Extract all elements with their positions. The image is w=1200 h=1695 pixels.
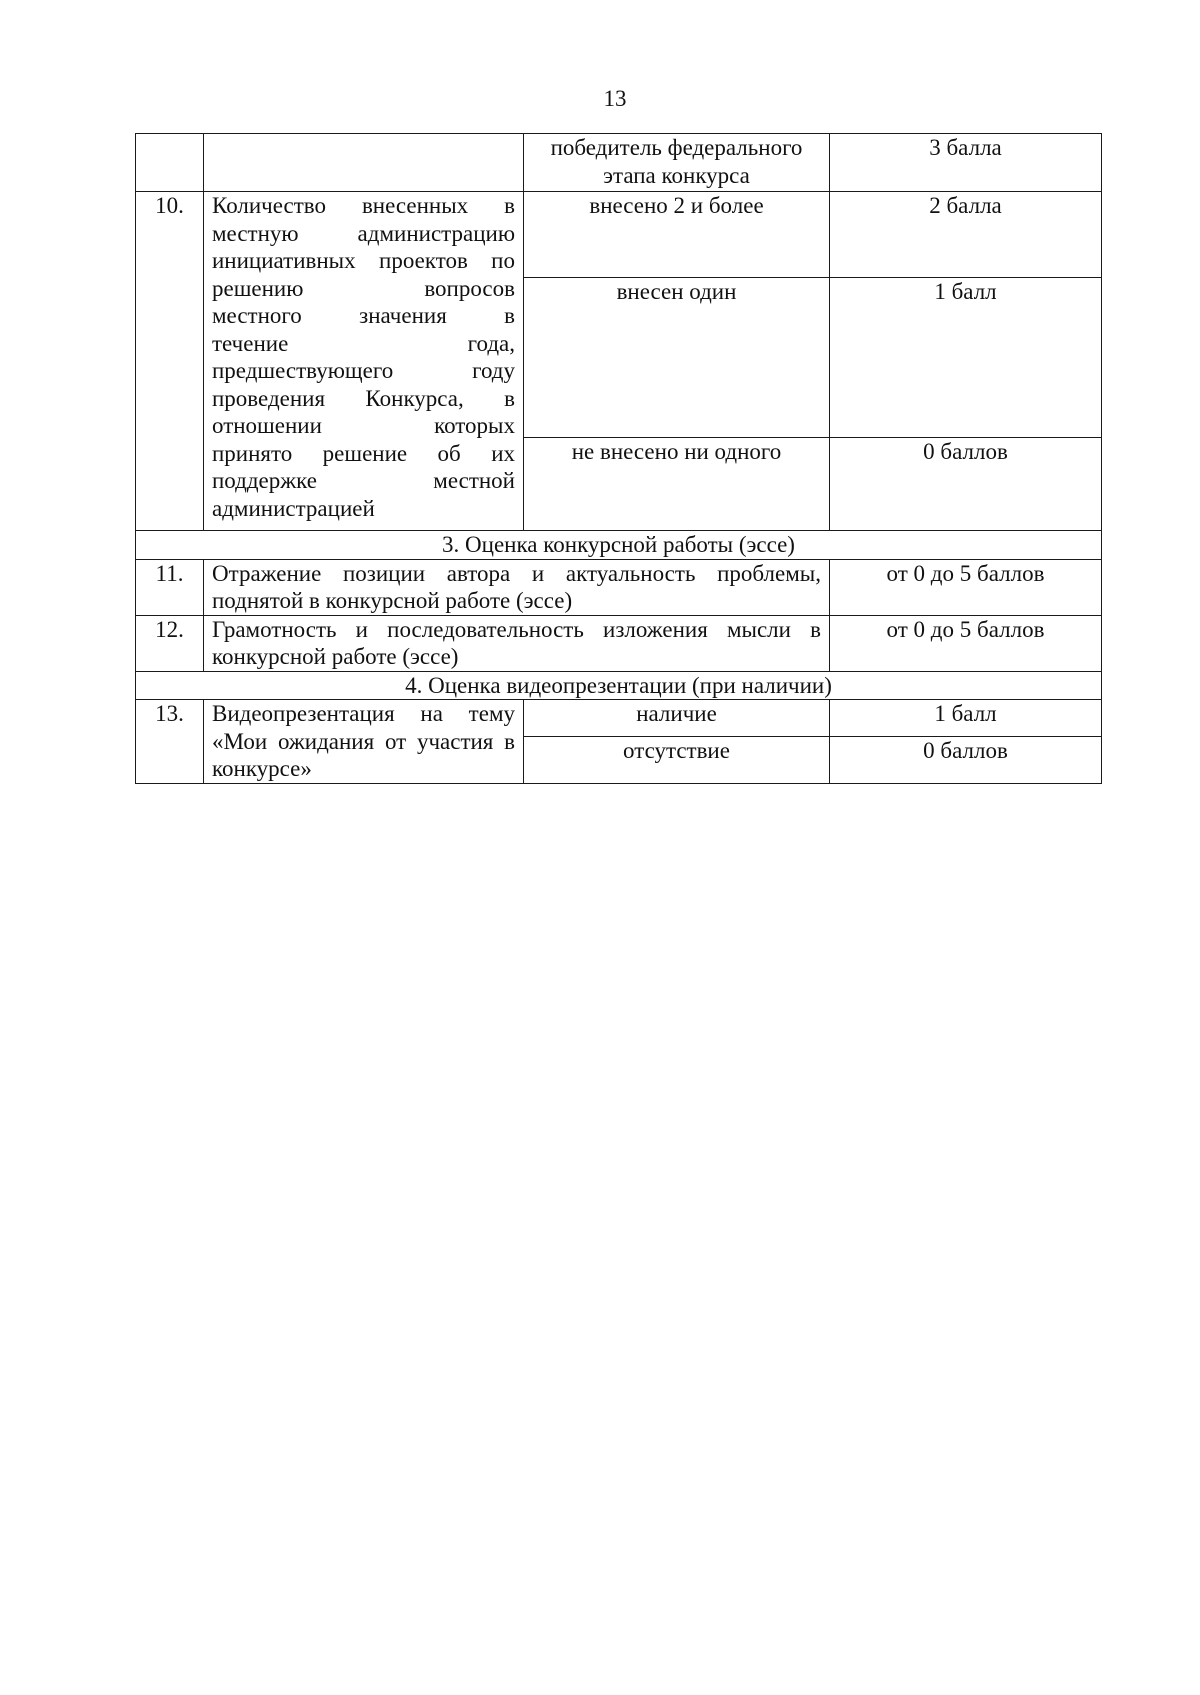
criterion-line: местного значения в bbox=[212, 303, 515, 328]
criterion-line: течение года, bbox=[212, 330, 515, 356]
table-row bbox=[136, 615, 1102, 671]
condition-cell: победитель федерального этапа конкурса bbox=[524, 134, 830, 192]
criterion-line: Количество внесенных в bbox=[212, 193, 515, 218]
num-cell: 11. bbox=[136, 559, 204, 615]
condition-cell: отсутствие bbox=[524, 736, 830, 783]
criterion-line: администрацией bbox=[212, 495, 375, 521]
criterion-cell bbox=[204, 192, 524, 531]
section-row bbox=[136, 531, 1102, 560]
criterion-line: местную администрацию bbox=[212, 220, 515, 246]
condition-cell: не внесено ни одного bbox=[524, 438, 830, 531]
num-cell bbox=[136, 134, 204, 192]
criterion-line: принято решение об их bbox=[212, 440, 515, 466]
score-cell: 2 балла bbox=[830, 192, 1102, 278]
table-row bbox=[136, 559, 1102, 615]
section-heading: 4. Оценка видеопрезентации (при наличии) bbox=[136, 671, 1102, 700]
score-cell: 0 баллов bbox=[830, 438, 1102, 531]
score-cell: от 0 до 5 баллов bbox=[830, 615, 1102, 671]
condition-cell: внесено 2 и более bbox=[524, 192, 830, 278]
score-cell: 3 балла bbox=[830, 134, 1102, 192]
criterion-line: отношении которых bbox=[212, 413, 515, 438]
section-heading: 3. Оценка конкурсной работы (эссе) bbox=[136, 531, 1102, 560]
criterion-cell: Отражение позиции автора и актуальность проблемы, поднятой в конкурсной работе (эссе) bbox=[204, 559, 830, 615]
condition-cell: внесен один bbox=[524, 278, 830, 438]
table-row bbox=[136, 134, 1102, 192]
condition-cell: наличие bbox=[524, 700, 830, 737]
num-cell: 10. bbox=[136, 192, 204, 531]
criterion-line: решению вопросов bbox=[212, 275, 515, 301]
score-cell: 1 балл bbox=[830, 278, 1102, 438]
table-row bbox=[136, 192, 1102, 278]
criterion-line: поддержке местной bbox=[212, 468, 515, 493]
num-cell: 12. bbox=[136, 615, 204, 671]
criterion-line: инициативных проектов по bbox=[212, 248, 515, 273]
criterion-cell: Видеопрезентация на тему «Мои ожидания от участия в конкурсе» bbox=[204, 700, 524, 784]
criteria-table bbox=[135, 133, 1102, 784]
score-cell: 1 балл bbox=[830, 700, 1102, 737]
criterion-cell: Грамотность и последовательность изложения мысли в конкурсной работе (эссе) bbox=[204, 615, 830, 671]
score-cell: 0 баллов bbox=[830, 736, 1102, 783]
criterion-line: проведения Конкурса, в bbox=[212, 385, 515, 411]
criterion-line: предшествующего году bbox=[212, 358, 515, 383]
page-number: 13 bbox=[603, 86, 627, 111]
criterion-cell bbox=[204, 134, 524, 192]
table-row bbox=[136, 700, 1102, 737]
num-cell: 13. bbox=[136, 700, 204, 784]
score-cell: от 0 до 5 баллов bbox=[830, 559, 1102, 615]
section-row bbox=[136, 671, 1102, 700]
